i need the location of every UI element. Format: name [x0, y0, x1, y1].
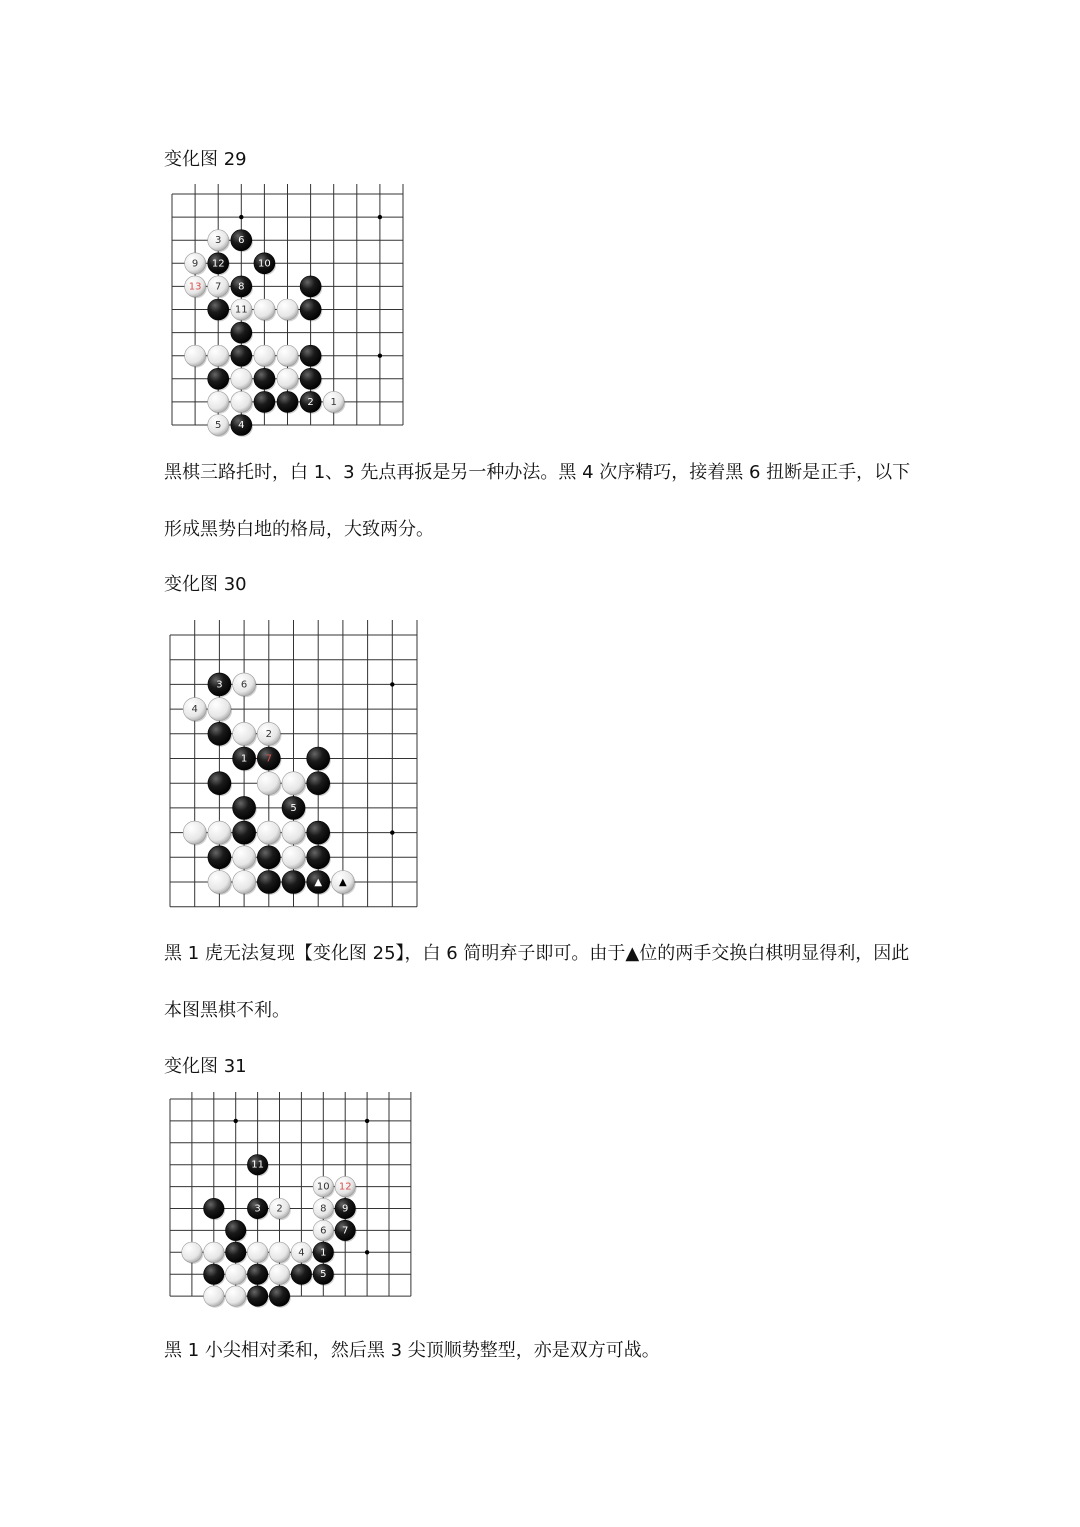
stone-number: 5	[290, 802, 297, 814]
black-stone	[208, 368, 230, 390]
white-stone	[323, 391, 345, 413]
white-stone	[335, 1176, 357, 1198]
black-stone	[247, 1286, 269, 1308]
stone-number: ▲	[339, 877, 347, 888]
black-stone	[335, 1198, 357, 1220]
white-stone	[233, 846, 257, 870]
board-grid	[170, 1092, 411, 1296]
black-stone	[231, 322, 253, 344]
black-stone	[231, 230, 253, 252]
stone-number: 2	[276, 1203, 283, 1215]
white-stone	[231, 391, 253, 413]
stone-number: 5	[320, 1269, 327, 1281]
black-stone	[231, 276, 253, 298]
stone-number: 12	[338, 1181, 352, 1193]
white-stone	[183, 698, 207, 722]
stone-number: 3	[254, 1203, 261, 1215]
black-stone	[300, 391, 322, 413]
diagram-heading-31: 变化图 31	[164, 1056, 247, 1077]
white-stone	[254, 299, 276, 321]
black-stone	[208, 772, 232, 796]
white-stone	[226, 1264, 248, 1286]
black-stone	[269, 1286, 291, 1308]
black-stone	[300, 276, 322, 298]
black-stone	[208, 299, 230, 321]
stone-number: ▲	[314, 877, 323, 888]
star-point	[378, 215, 382, 219]
black-stone	[291, 1264, 313, 1286]
black-stone	[254, 391, 276, 413]
black-stone	[307, 821, 331, 845]
black-stone	[204, 1264, 226, 1286]
go-board-30	[164, 620, 416, 910]
stone-number: 1	[330, 396, 337, 408]
white-stone	[282, 772, 306, 796]
white-stone	[257, 772, 281, 796]
stone-number: 10	[316, 1181, 330, 1193]
white-stone	[185, 276, 207, 298]
star-point	[378, 354, 382, 358]
black-stone	[208, 722, 232, 746]
white-stone	[231, 299, 253, 321]
stone-number: 4	[298, 1247, 305, 1259]
stone-number: 6	[238, 235, 245, 247]
black-stone	[300, 345, 322, 367]
stone-number: 11	[234, 304, 248, 316]
stone-number: 6	[320, 1225, 327, 1237]
black-stone	[300, 299, 322, 321]
white-stone	[208, 276, 230, 298]
black-stone	[231, 415, 253, 437]
stone-number: 7	[342, 1225, 349, 1237]
black-stone	[282, 796, 306, 820]
diagram-caption-29: 黑棋三路托时，白 1、3 先点再扳是另一种办法。黑 4 次序精巧，接着黑 6 扭断是正手，以下形成黑势白地的格局，大致两分。	[164, 462, 911, 540]
stone-number: 1	[320, 1247, 327, 1259]
white-stone	[277, 345, 299, 367]
white-stone	[254, 345, 276, 367]
white-stone	[208, 345, 230, 367]
white-stone	[313, 1220, 335, 1242]
black-stone	[307, 846, 331, 870]
diagram-heading-30: 变化图 30	[164, 574, 247, 595]
black-stone	[226, 1242, 248, 1264]
black-stone	[307, 747, 331, 771]
star-point	[365, 1250, 369, 1254]
white-stone	[185, 345, 207, 367]
black-stone	[257, 846, 281, 870]
white-stone	[182, 1242, 204, 1264]
diagram-caption-30: 黑 1 虎无法复现【变化图 25】，白 6 简明弃子即可。由于▲位的两手交换白棋明显得利，因此本图黑棋不利。	[164, 943, 910, 1021]
white-stone	[313, 1176, 335, 1198]
black-stone	[257, 871, 281, 895]
black-stone	[208, 673, 232, 697]
black-stone	[300, 368, 322, 390]
white-stone	[204, 1242, 226, 1264]
black-stone	[231, 345, 253, 367]
white-stone	[269, 1198, 291, 1220]
stone-number: 3	[215, 235, 222, 247]
white-stone	[277, 299, 299, 321]
stone-number: 8	[320, 1203, 327, 1215]
white-stone	[233, 673, 257, 697]
diagram-caption-31: 黑 1 小尖相对柔和，然后黑 3 尖顶顺势整型，亦是双方可战。	[164, 1340, 660, 1361]
white-stone	[247, 1242, 269, 1264]
black-stone	[254, 253, 276, 275]
white-stone	[208, 230, 230, 252]
black-stone	[257, 747, 281, 771]
white-stone	[313, 1198, 335, 1220]
black-stone	[233, 747, 257, 771]
star-point	[239, 215, 243, 219]
stone-number: 6	[240, 679, 248, 691]
white-stone	[204, 1286, 226, 1308]
white-stone	[208, 871, 232, 895]
white-stone	[257, 722, 281, 746]
star-point	[365, 1119, 369, 1123]
white-stone	[231, 368, 253, 390]
white-stone	[208, 415, 230, 437]
black-stone	[282, 871, 306, 895]
go-board-29	[164, 184, 416, 434]
stone-number: 11	[251, 1159, 264, 1171]
white-stone	[277, 368, 299, 390]
stone-number: 9	[191, 258, 199, 270]
black-stone	[233, 821, 257, 845]
stone-number: 13	[188, 281, 202, 293]
white-stone	[291, 1242, 313, 1264]
white-stone	[331, 871, 355, 895]
black-stone	[208, 846, 232, 870]
black-stone	[313, 1264, 335, 1286]
stone-number: 1	[240, 753, 248, 765]
black-stone	[204, 1198, 226, 1220]
stone-number: 10	[258, 258, 271, 270]
diagram-heading-29: 变化图 29	[164, 149, 247, 170]
stone-number: 9	[342, 1203, 349, 1215]
white-stone	[226, 1286, 248, 1308]
star-point	[390, 830, 394, 834]
black-stone	[247, 1155, 269, 1177]
white-stone	[233, 871, 257, 895]
star-point	[390, 682, 394, 686]
stone-number: 7	[215, 281, 222, 293]
stone-number: 8	[238, 281, 245, 293]
black-stone	[233, 796, 257, 820]
black-stone	[254, 368, 276, 390]
white-stone	[257, 821, 281, 845]
stone-number: 2	[265, 728, 272, 740]
stone-number: 2	[307, 396, 314, 408]
black-stone	[277, 391, 299, 413]
white-stone	[233, 722, 257, 746]
white-stone	[282, 846, 306, 870]
black-stone	[307, 871, 331, 895]
black-stone	[226, 1220, 248, 1242]
white-stone	[208, 391, 230, 413]
white-stone	[269, 1264, 291, 1286]
white-stone	[185, 253, 207, 275]
star-point	[234, 1119, 238, 1123]
stone-number: 7	[265, 753, 272, 765]
black-stone	[313, 1242, 335, 1264]
black-stone	[335, 1220, 357, 1242]
white-stone	[208, 821, 232, 845]
white-stone	[208, 698, 232, 722]
stone-number: 5	[215, 420, 222, 431]
stone-number: 3	[216, 679, 223, 691]
stone-number: 4	[238, 420, 245, 431]
white-stone	[282, 821, 306, 845]
go-board-31	[164, 1092, 432, 1318]
white-stone	[183, 821, 207, 845]
stone-number: 4	[191, 704, 198, 716]
black-stone	[247, 1198, 269, 1220]
stone-number: 12	[211, 258, 225, 270]
white-stone	[269, 1242, 291, 1264]
black-stone	[307, 772, 331, 796]
black-stone	[208, 253, 230, 275]
black-stone	[247, 1264, 269, 1286]
